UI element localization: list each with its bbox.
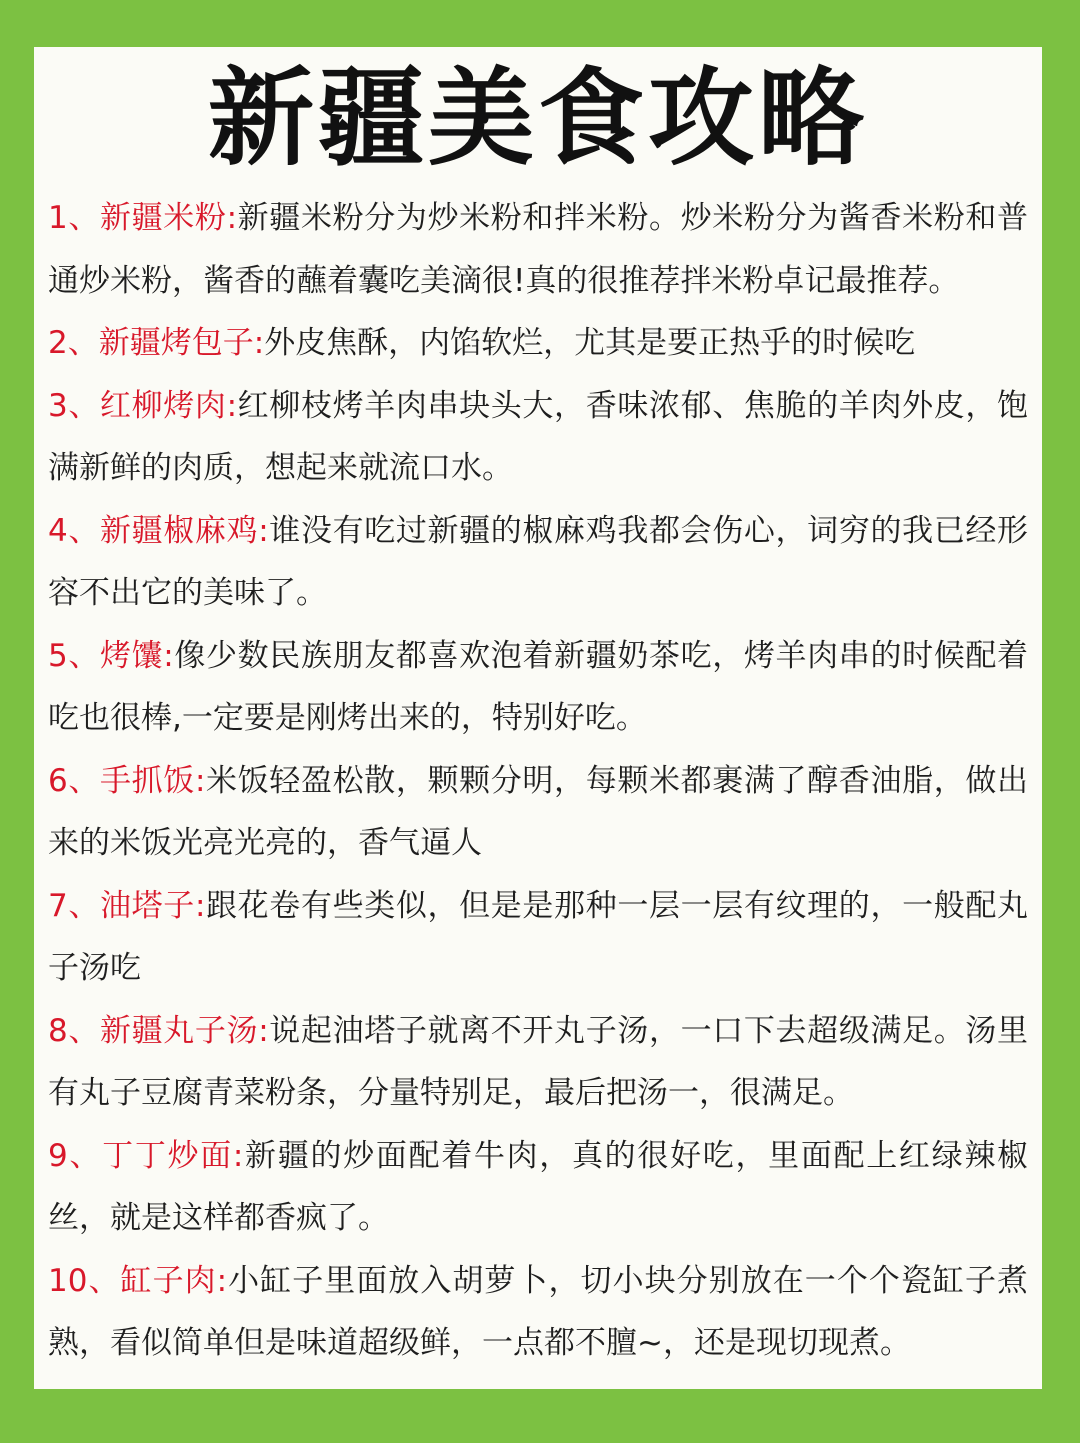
item-name: 油塔子 bbox=[100, 887, 195, 924]
food-list bbox=[48, 187, 1028, 1375]
item-name: 烤馕 bbox=[100, 637, 164, 674]
item-colon: : bbox=[226, 200, 238, 236]
item-name: 缸子肉 bbox=[120, 1262, 217, 1299]
list-item bbox=[48, 500, 1028, 625]
list-item bbox=[48, 375, 1028, 500]
item-colon: : bbox=[232, 1137, 244, 1174]
item-description: 谁没有吃过新疆的椒麻鸡我都会伤心，词穷的我已经形容不出它的美味了。 bbox=[48, 512, 1029, 611]
item-number: 9、 bbox=[48, 1137, 103, 1174]
item-number: 1、 bbox=[48, 200, 101, 236]
page-title: 新疆美食攻略 bbox=[208, 57, 868, 180]
item-number: 5、 bbox=[48, 637, 101, 674]
list-item bbox=[48, 625, 1028, 750]
item-name: 新疆丸子汤 bbox=[100, 1012, 259, 1049]
list-item bbox=[48, 875, 1028, 1000]
item-number: 6、 bbox=[48, 762, 101, 799]
item-colon: : bbox=[258, 1012, 269, 1049]
item-number: 4、 bbox=[48, 512, 101, 549]
item-description: 小缸子里面放入胡萝卜，切小块分别放在一个个瓷缸子煮熟，看似简单但是味道超级鲜，一点都不膻~，还是现切现煮。 bbox=[48, 1262, 1029, 1361]
item-name: 手抓饭 bbox=[100, 762, 195, 799]
item-name: 新疆椒麻鸡 bbox=[100, 512, 259, 549]
item-name: 新疆烤包子 bbox=[98, 325, 254, 361]
item-description: 红柳枝烤羊肉串块头大，香味浓郁、焦脆的羊肉外皮，饱满新鲜的肉质，想起来就流口水。 bbox=[48, 387, 1029, 486]
item-colon: : bbox=[194, 887, 206, 924]
item-number: 10、 bbox=[48, 1262, 121, 1299]
list-item bbox=[48, 312, 1028, 375]
list-item bbox=[48, 1125, 1028, 1250]
item-colon: : bbox=[216, 1262, 228, 1299]
content-card bbox=[34, 47, 1042, 1389]
item-number: 7、 bbox=[48, 887, 101, 924]
item-number: 8、 bbox=[48, 1012, 101, 1049]
item-description: 新疆米粉分为炒米粉和拌米粉。炒米粉分为酱香米粉和普通炒米粉，酱香的蘸着囊吃美滴很!真的很推荐拌米粉卓记最推荐。 bbox=[48, 200, 1029, 299]
item-colon: : bbox=[226, 387, 238, 424]
list-item bbox=[48, 750, 1028, 875]
list-item bbox=[48, 187, 1028, 312]
item-description: 新疆的炒面配着牛肉，真的很好吃，里面配上红绿辣椒丝，就是这样都香疯了。 bbox=[48, 1137, 1029, 1236]
item-description: 像少数民族朋友都喜欢泡着新疆奶茶吃，烤羊肉串的时候配着吃也很棒,一定要是刚烤出来的，特别好吃。 bbox=[48, 637, 1029, 736]
item-name: 红柳烤肉 bbox=[100, 387, 227, 424]
item-colon: : bbox=[163, 637, 174, 674]
list-item bbox=[48, 1250, 1028, 1375]
item-number: 3、 bbox=[48, 387, 101, 424]
item-colon: : bbox=[258, 512, 269, 549]
item-description: 说起油塔子就离不开丸子汤，一口下去超级满足。汤里有丸子豆腐青菜粉条，分量特别足，最后把汤一，很满足。 bbox=[48, 1012, 1029, 1111]
item-description: 跟花卷有些类似，但是是那种一层一层有纹理的，一般配丸子汤吃 bbox=[48, 887, 1029, 986]
item-name: 新疆米粉 bbox=[100, 200, 227, 236]
item-name: 丁丁炒面 bbox=[102, 1137, 233, 1174]
item-colon: : bbox=[253, 325, 265, 361]
item-description: 米饭轻盈松散，颗颗分明，每颗米都裹满了醇香油脂，做出来的米饭光亮光亮的，香气逼人 bbox=[48, 762, 1029, 861]
item-colon: : bbox=[194, 762, 206, 799]
list-item bbox=[48, 1000, 1028, 1125]
item-description: 外皮焦酥，内馅软烂，尤其是要正热乎的时候吃 bbox=[264, 325, 916, 361]
item-number: 2、 bbox=[48, 325, 99, 361]
